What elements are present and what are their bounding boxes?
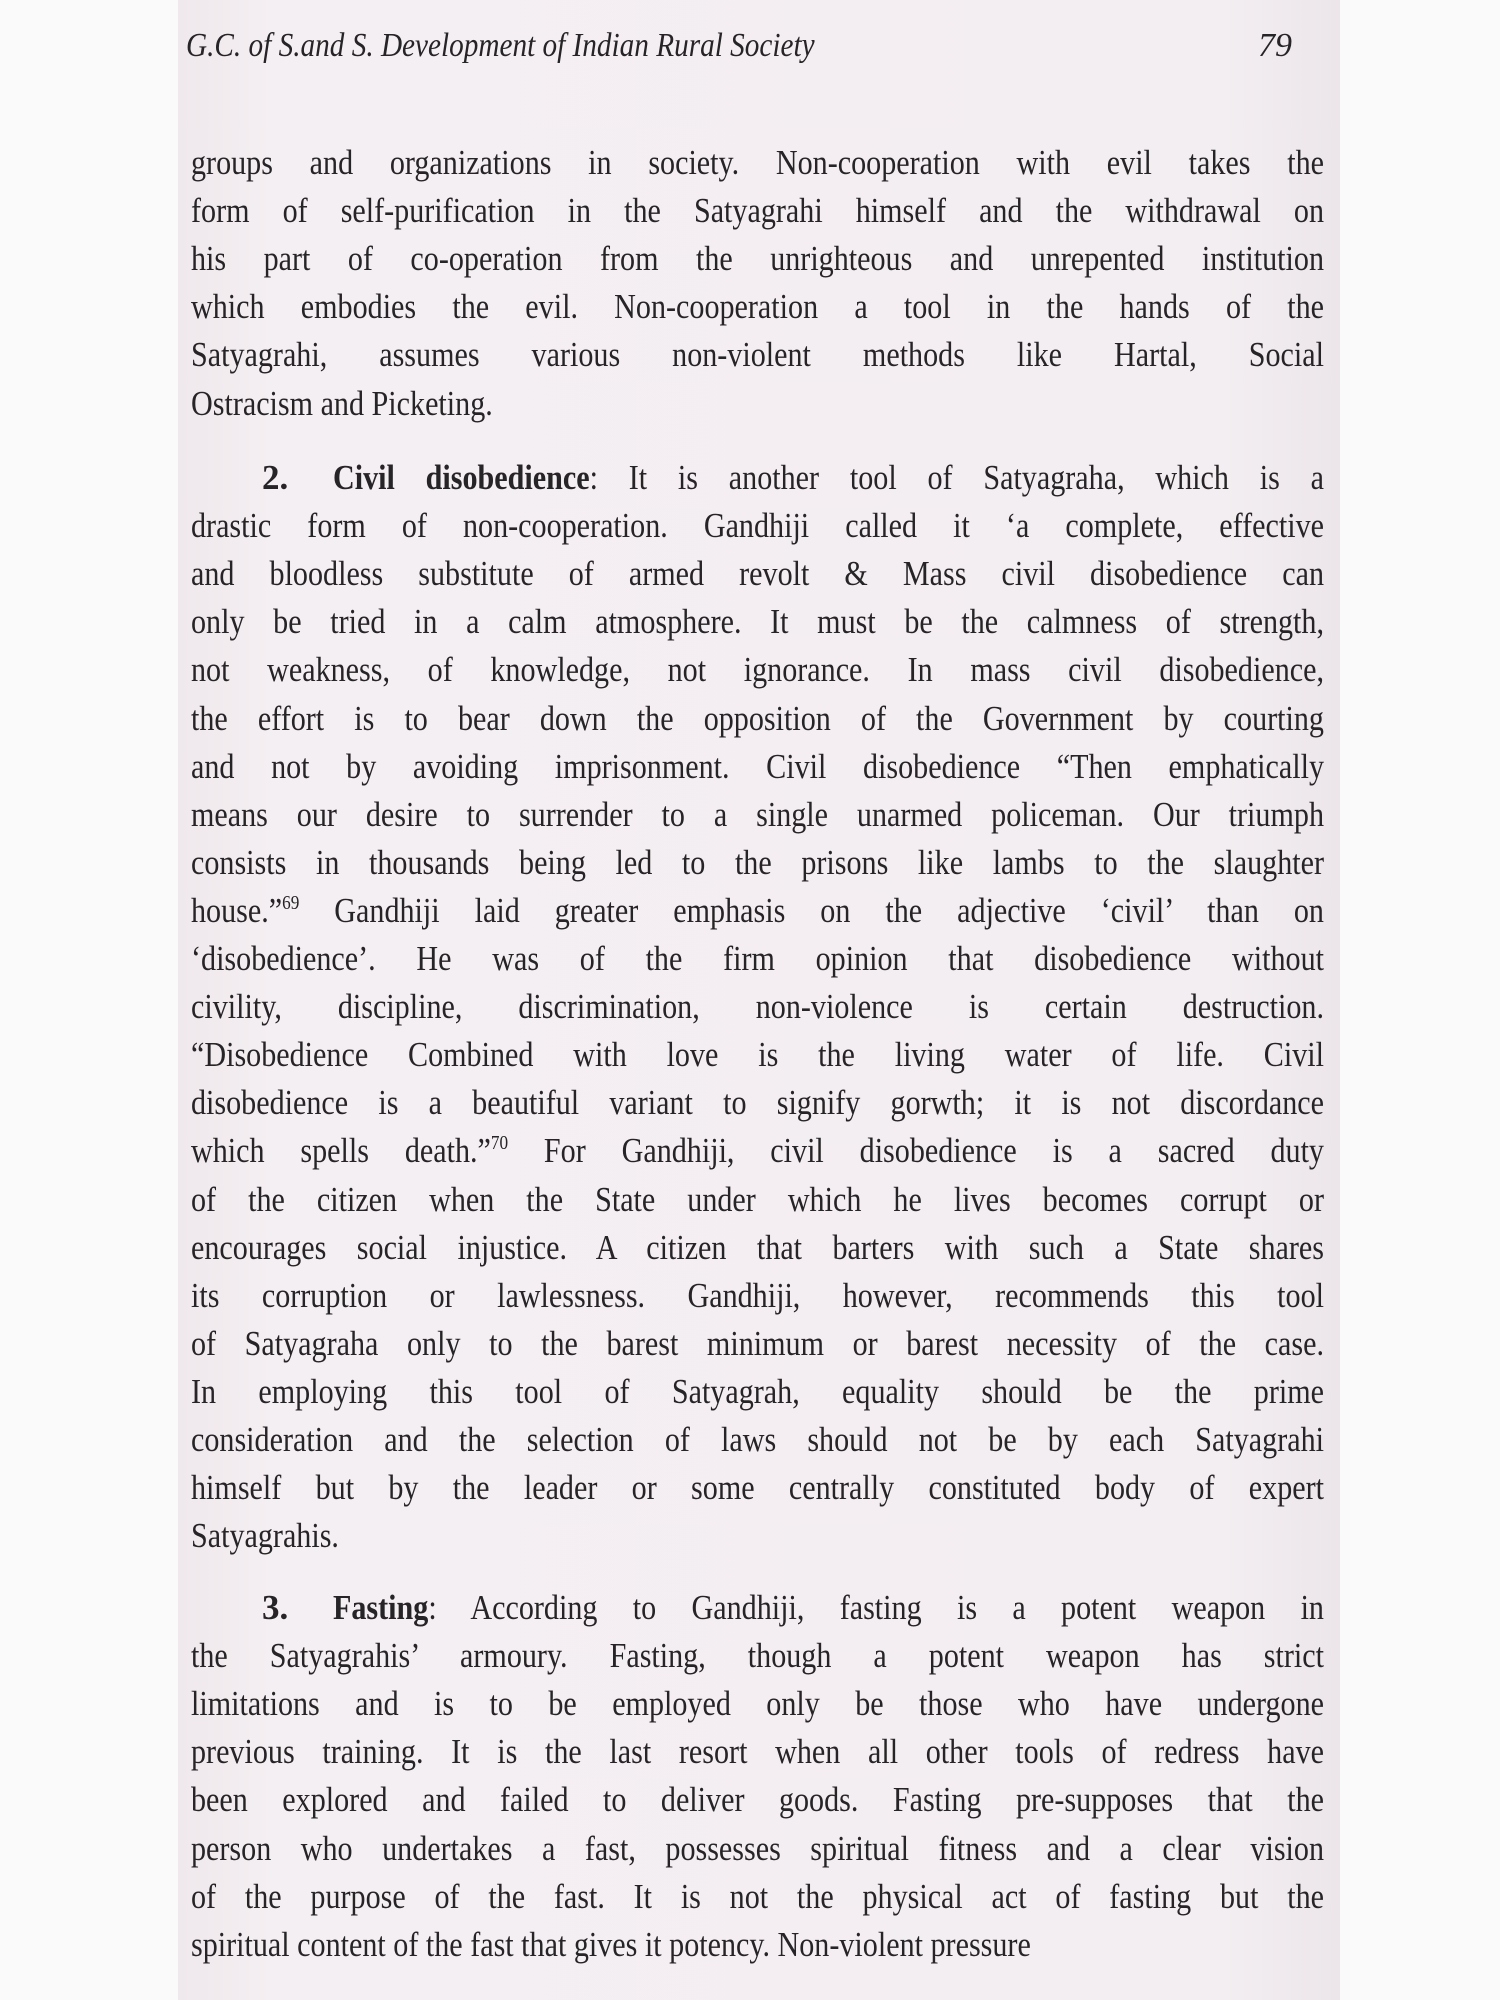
text-run: Satyagrahis. [191,1516,339,1556]
section-number: 2. [262,458,289,497]
text-line [191,1873,1324,1921]
text-run: means our desire to surrender to a single unarmed policeman. Our triumph [191,794,1324,834]
text-line [191,331,1324,379]
text-run: of the citizen when the State under which he lives becomes corrupt or [191,1179,1324,1219]
text-run: house.” [191,890,283,930]
text-line [191,1416,1324,1464]
text-run: been explored and failed to deliver goods. Fasting pre-supposes that the [191,1780,1324,1820]
text-run: spiritual content of the fast that gives it potency. Non-violent pressure [191,1924,1031,1964]
text-run: the effort is to bear down the opposition of the Government by courting [191,698,1324,738]
text-line [191,1464,1324,1512]
text-line [191,1921,1031,1969]
text-run: drastic form of non-cooperation. Gandhiji called it ‘a complete, effective [191,506,1324,546]
text-line [191,1368,1324,1416]
text-run: For Gandhiji, civil disobedience is a sacred duty [508,1131,1324,1171]
section-heading: Civil disobedience [333,458,590,497]
section-heading-line [333,454,1324,502]
page-number: 79 [1258,27,1292,64]
footnote-ref: 69 [282,891,300,914]
text-run: only be tried in a calm atmosphere. It must be the calmness of strength, [191,602,1324,642]
text-line [191,646,1324,694]
text-run: the Satyagrahis’ armoury. Fasting, though a potent weapon has strict [191,1636,1324,1676]
text-line [191,1224,1324,1272]
text-run: consists in thousands being led to the prisons like lambs to the slaughter [191,842,1324,882]
section-number: 3. [262,1588,289,1627]
text-run: In employing this tool of Satyagrah, equality should be the prime [191,1371,1324,1411]
text-run: encourages social injustice. A citizen that barters with such a State shares [191,1227,1324,1267]
text-line [191,550,1324,598]
text-line [191,1176,1324,1224]
text-run: ‘disobedience’. He was of the firm opinion that disobedience without [191,939,1324,978]
text-run: Ostracism and Picketing. [191,383,493,423]
text-line [191,791,1324,839]
text-line [191,1825,1324,1873]
text-run: : It is another tool of Satyagraha, which is a [589,458,1324,497]
text-run: disobedience is a beautiful variant to signify gorwth; it is not discordance [191,1083,1324,1123]
text-line [191,1632,1324,1680]
text-line [191,1776,1324,1824]
footnote-ref: 70 [490,1132,509,1155]
running-title: G.C. of S.and S. Development of Indian Rural Society [186,27,815,64]
text-run: person who undertakes a fast, possesses spiritual fitness and a clear vision [191,1828,1324,1868]
text-line [191,283,1324,331]
text-run: and bloodless substitute of armed revolt & Mass civil disobedience can [191,554,1324,594]
text-run: groups and organizations in society. Non-cooperation with evil takes the [191,143,1324,182]
text-line [191,1272,1324,1320]
text-line [191,1512,339,1560]
text-run: his part of co-operation from the unrighteous and unrepented institution [191,239,1324,279]
text-run: civility, discipline, discrimination, non-violence is certain destruction. [191,987,1324,1027]
text-line [191,1680,1324,1728]
text-run: of Satyagraha only to the barest minimum or barest necessity of the case. [191,1323,1324,1363]
text-line [191,235,1324,283]
text-line [191,1079,1324,1127]
text-line [191,380,493,428]
text-run: and not by avoiding imprisonment. Civil disobedience “Then emphatically [191,746,1324,786]
text-run: its corruption or lawlessness. Gandhiji, however, recommends this tool [191,1275,1324,1315]
text-line [191,983,1324,1031]
section-heading: Fasting [333,1588,429,1627]
text-line [191,839,1324,887]
text-run: which spells death.” [191,1131,491,1171]
text-line [191,502,1324,550]
text-line [191,1127,1324,1175]
text-line [191,1031,1324,1079]
text-line [191,139,1324,187]
text-run: not weakness, of knowledge, not ignorance. In mass civil disobedience, [191,650,1324,690]
text-line [191,935,1324,983]
text-line [191,598,1324,646]
section-heading-line [333,1584,1324,1632]
text-run: which embodies the evil. Non-cooperation a tool in the hands of the [191,287,1324,327]
text-run: form of self-purification in the Satyagrahi himself and the withdrawal on [191,191,1324,231]
text-run: himself but by the leader or some centrally constituted body of expert [191,1468,1324,1508]
text-line [191,887,1324,935]
text-run: Satyagrahi, assumes various non-violent methods like Hartal, Social [191,335,1324,375]
text-run: limitations and is to be employed only be those who have undergone [191,1684,1324,1724]
text-run: previous training. It is the last resort when all other tools of redress have [191,1732,1324,1772]
text-run: consideration and the selection of laws should not be by each Satyagrahi [191,1420,1324,1459]
text-run: of the purpose of the fast. It is not the physical act of fasting but the [191,1876,1324,1916]
text-run: : According to Gandhiji, fasting is a potent weapon in [428,1588,1324,1627]
text-run: Gandhiji laid greater emphasis on the adjective ‘civil’ than on [299,890,1324,930]
page-header [186,22,1326,70]
text-line [191,743,1324,791]
text-line [191,187,1324,235]
text-run: “Disobedience Combined with love is the living water of life. Civil [191,1035,1324,1075]
text-line [191,695,1324,743]
text-line [191,1728,1324,1776]
text-line [191,1320,1324,1368]
